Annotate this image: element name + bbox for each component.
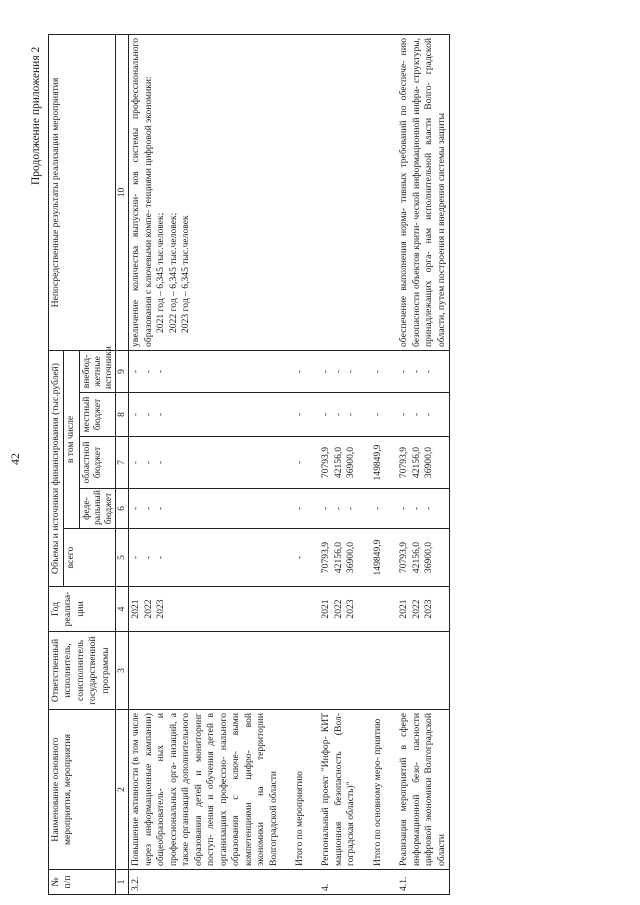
row-local: - [371, 393, 385, 437]
row-executor [129, 632, 281, 710]
header-federal: феде- ральный бюджет [79, 489, 115, 529]
header-num: № п/п [49, 870, 116, 895]
row-num: 3.2. [129, 870, 281, 895]
row-regional: 70793,9 42156,0 36900,0 [319, 437, 358, 489]
row-name: Региональный проект "Инфор- КИТ мационная безопасность (Вол- гоградская область)" [319, 710, 358, 870]
row-local: - - - [397, 393, 449, 437]
col-number: 9 [116, 350, 129, 392]
row-years: 2021 2022 2023 [397, 587, 449, 632]
table-row [293, 34, 307, 894]
col-number: 6 [116, 489, 129, 529]
row-extra: - - - [397, 350, 449, 392]
col-number: 10 [116, 34, 129, 350]
header-extra: внебюд- жетные источники [79, 350, 115, 392]
row-years: 2021 2022 2023 [319, 587, 358, 632]
header-name: Наименование основного мероприятия, мероприятия [49, 710, 116, 870]
row-federal: - - - [319, 489, 358, 529]
row-extra: - [293, 350, 307, 392]
program-table [48, 34, 450, 895]
row-total: - [293, 529, 307, 587]
row-federal: - [293, 489, 307, 529]
row-name: Итого по основному меро- приятию [371, 710, 385, 870]
row-num: 4.1. [397, 870, 449, 895]
row-regional: - - - [129, 437, 281, 489]
row-local: - - - [319, 393, 358, 437]
row-federal: - - - [129, 489, 281, 529]
row-federal: - - - [397, 489, 449, 529]
header-funding: Объемы и источники финансирования (тыс.рублей) [49, 350, 64, 586]
col-number: 7 [116, 437, 129, 489]
row-total: 70793,9 42156,0 36900,0 [319, 529, 358, 587]
col-number: 1 [116, 870, 129, 895]
table-row [319, 34, 358, 894]
header-total: всего [64, 529, 116, 587]
table-row [129, 34, 281, 894]
header-results: Непосредственные результаты реализации мероприятия [49, 34, 116, 350]
header-year: Год реализа- ции [49, 587, 116, 632]
header-executor: Ответственный исполнитель, соисполнитель государственной программы [49, 632, 116, 710]
row-local: - [293, 393, 307, 437]
row-result: увеличение количества выпускни- ков системы профессионального образования с ключевыми компе- тенциями цифровой экономики: 2021 год – 6,345 тыс.человек; 2022 год – 6,345 тыс.человек; 2023 год – 6,345 тыс.человек [129, 34, 281, 350]
row-regional: 149849,9 [371, 437, 385, 489]
col-number: 2 [116, 710, 129, 870]
row-extra: - - - [129, 350, 281, 392]
row-regional: 70793,9 42156,0 36900,0 [397, 437, 449, 489]
page-number: 42 [8, 453, 22, 465]
col-number: 3 [116, 632, 129, 710]
row-name: Реализация мероприятий в сфере информационной безо- пасности цифровой экономики Волгоградской области [397, 710, 449, 870]
row-name: Итого по мероприятию [293, 710, 307, 870]
col-number: 8 [116, 393, 129, 437]
row-name: Повышение активности (в том числе через информационные кампании) общеобразователь- ных и профессиональных орга- низаций, а также организаций дополнительного образования детей и мониторинг поступ- ления и обучения детей в организациях профессио- нального образования с ключе- выми компетенциями цифро- вой экономики на территории Волгоградской области [129, 710, 281, 870]
row-federal: - [371, 489, 385, 529]
row-local: - - - [129, 393, 281, 437]
appendix-note: Продолжение приложения 2 [30, 46, 42, 185]
row-result: обеспечение выполнения норма- тивных требований по обеспече- нию безопасности объектов крити- ческой информационной инфра- структуры, принадлежащих орга- нам исполнительной власти Волго- градской области, путем построения и внедрения системы защиты [397, 34, 449, 350]
row-regional: - [293, 437, 307, 489]
header-local: местный бюджет [79, 393, 115, 437]
row-num: 4. [319, 870, 358, 895]
row-years: 2021 2022 2023 [129, 587, 281, 632]
row-total: 70793,9 42156,0 36900,0 [397, 529, 449, 587]
table-row [397, 34, 449, 894]
col-number: 4 [116, 587, 129, 632]
row-extra: - [371, 350, 385, 392]
header-incl: в том числе [64, 350, 79, 528]
row-total: 149849,9 [371, 529, 385, 587]
col-number: 5 [116, 529, 129, 587]
row-extra: - - - [319, 350, 358, 392]
header-regional: областной бюджет [79, 437, 115, 489]
table-row [371, 34, 385, 894]
row-total: - - - [129, 529, 281, 587]
